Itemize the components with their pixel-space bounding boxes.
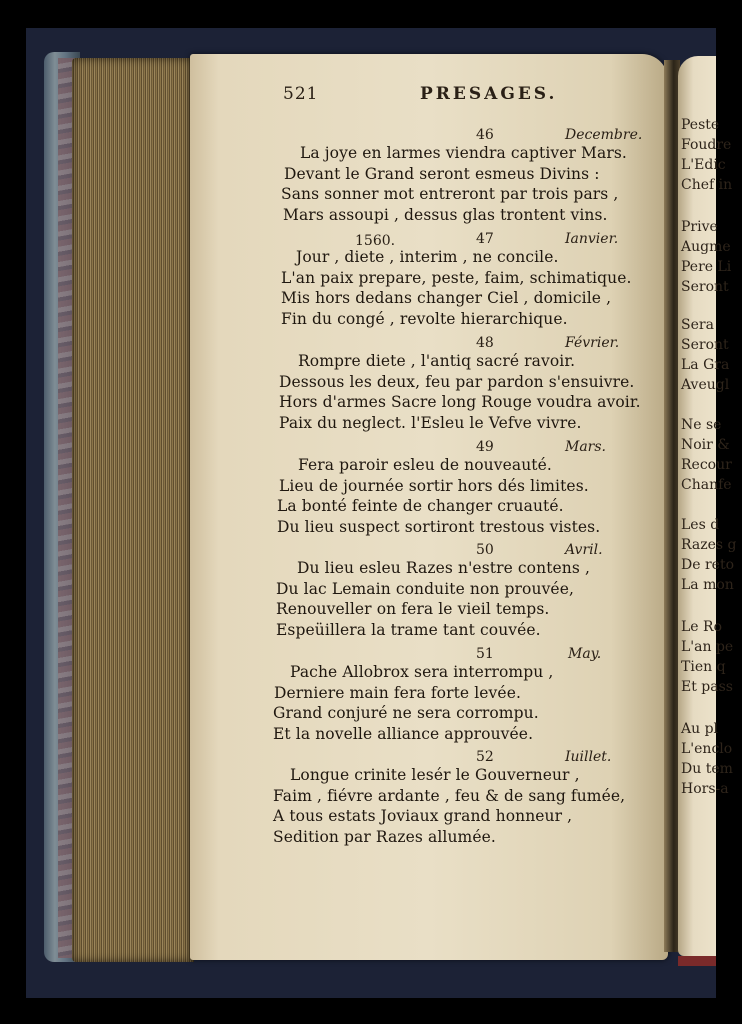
verse-line: Du lac Lemain conduite non prouvée, — [276, 579, 574, 598]
verse-line: La bonté feinte de changer cruauté. — [277, 497, 564, 515]
facing-page-fragment: L'Edic — [681, 157, 726, 173]
quatrain-number: 48 — [476, 335, 494, 351]
quatrain-month: Iuillet. — [565, 749, 612, 765]
verse-line: Et la novelle alliance approuvée. — [273, 724, 534, 743]
facing-page-fragment: L'enclo — [681, 741, 733, 757]
quatrain-month: Ianvier. — [565, 231, 619, 247]
facing-page-fragment: Seront — [681, 337, 729, 353]
facing-page-fragment: Chanfe — [681, 477, 732, 493]
facing-page-fragment: Razes g — [681, 537, 737, 553]
quatrain-month: Decembre. — [565, 127, 643, 143]
verse-line: Devant le Grand seront esmeus Divins : — [284, 164, 600, 183]
facing-page-fragment: Pere Li — [681, 259, 732, 275]
verse-line: Espeüillera la trame tant couvée. — [276, 620, 541, 639]
quatrain-month: Mars. — [565, 439, 607, 455]
verse-line: Longue crinite lesér le Gouverneur , — [290, 766, 580, 784]
verse-line: Pache Allobrox sera interrompu , — [290, 663, 554, 681]
verse-line: Sans sonner mot entreront par trois pars , — [281, 185, 619, 203]
facing-page-fragment: Noir & — [681, 437, 730, 453]
quatrain-number: 51 — [476, 646, 494, 662]
facing-page-fragment: La Gra — [681, 357, 730, 373]
verse-line: Hors d'armes Sacre long Rouge voudra avoir. — [279, 393, 641, 411]
verse-line: Grand conjuré ne sera corrompu. — [273, 704, 539, 722]
facing-page-fragment: Aveugl — [681, 377, 730, 393]
quatrain-month: Avril. — [565, 542, 603, 558]
verse-line: Lieu de journée sortir hors dés limites. — [279, 476, 589, 495]
quatrain-number: 47 — [476, 231, 494, 247]
verse-line: Mars assoupi , dessus glas trontent vins. — [283, 205, 608, 224]
quatrain-number: 49 — [476, 439, 494, 455]
facing-page-fragment: Au pl — [681, 721, 719, 737]
verse-line: A tous estats Joviaux grand honneur , — [273, 807, 573, 825]
facing-page-fragment: Chef in — [681, 177, 733, 193]
quatrain-year: 1560. — [355, 233, 396, 249]
verse-line: Sedition par Razes allumée. — [273, 827, 496, 846]
verse-line: Fin du congé , revolte hierarchique. — [281, 309, 568, 328]
facing-page-fragment: Augme — [681, 239, 731, 255]
facing-page-fragment: Recour — [681, 457, 732, 473]
verse-line: Du lieu suspect sortiront trestous vistes. — [277, 517, 601, 536]
running-title: PRESAGES. — [420, 84, 558, 104]
verse-line: La joye en larmes viendra captiver Mars. — [300, 144, 627, 162]
facing-page-fragment: Peste — [681, 117, 720, 133]
facing-page-fragment: Sera — [681, 317, 714, 333]
facing-page-fragment: L'an pe — [681, 639, 734, 655]
facing-page-fragment: De reto — [681, 557, 734, 573]
verse-line: Renouveller on fera le vieil temps. — [276, 600, 550, 618]
facing-page-fragment: Foudre — [681, 137, 732, 153]
facing-page-fragment: Hors-a — [681, 781, 729, 797]
quatrain-number: 50 — [476, 542, 494, 558]
facing-page-fragment: Du tem — [681, 761, 733, 777]
quatrain-month: May. — [568, 646, 602, 662]
verse-line: Jour , diete , interim , ne concile. — [296, 248, 559, 266]
facing-page-fragment: Et pass — [681, 679, 733, 695]
facing-page-fragment: La mon — [681, 577, 734, 593]
facing-page — [678, 56, 737, 956]
facing-page-fragment: Ne se — [681, 417, 722, 433]
verse-line: Paix du neglect. l'Esleu le Vefve vivre. — [279, 413, 582, 432]
quatrain-number: 52 — [476, 749, 494, 765]
page-block-edge — [72, 58, 194, 962]
facing-page-fragment: Tien q — [681, 659, 726, 675]
quatrain-number: 46 — [476, 127, 494, 143]
facing-page-fragment: Les d — [681, 517, 720, 533]
facing-page-fragment: Seront — [681, 279, 729, 295]
bookmark-ribbon — [678, 956, 716, 966]
quatrain-month: Février. — [565, 335, 620, 351]
verse-line: Rompre diete , l'antiq sacré ravoir. — [298, 352, 576, 370]
verse-line: Mis hors dedans changer Ciel , domicile , — [281, 289, 612, 307]
verse-line: Derniere main fera forte levée. — [274, 683, 521, 702]
verse-line: Faim , fiévre ardante , feu & de sang fumée, — [273, 786, 626, 805]
verse-line: Du lieu esleu Razes n'estre contens , — [297, 559, 590, 577]
verse-line: L'an paix prepare, peste, faim, schimatique. — [281, 268, 632, 287]
facing-page-fragment: Prive — [681, 219, 718, 235]
page-number: 521 — [283, 84, 319, 104]
verse-line: Fera paroir esleu de nouveauté. — [298, 456, 552, 474]
verse-line: Dessous les deux, feu par pardon s'ensuivre. — [279, 372, 635, 391]
facing-page-fragment: Le Ro — [681, 619, 723, 635]
